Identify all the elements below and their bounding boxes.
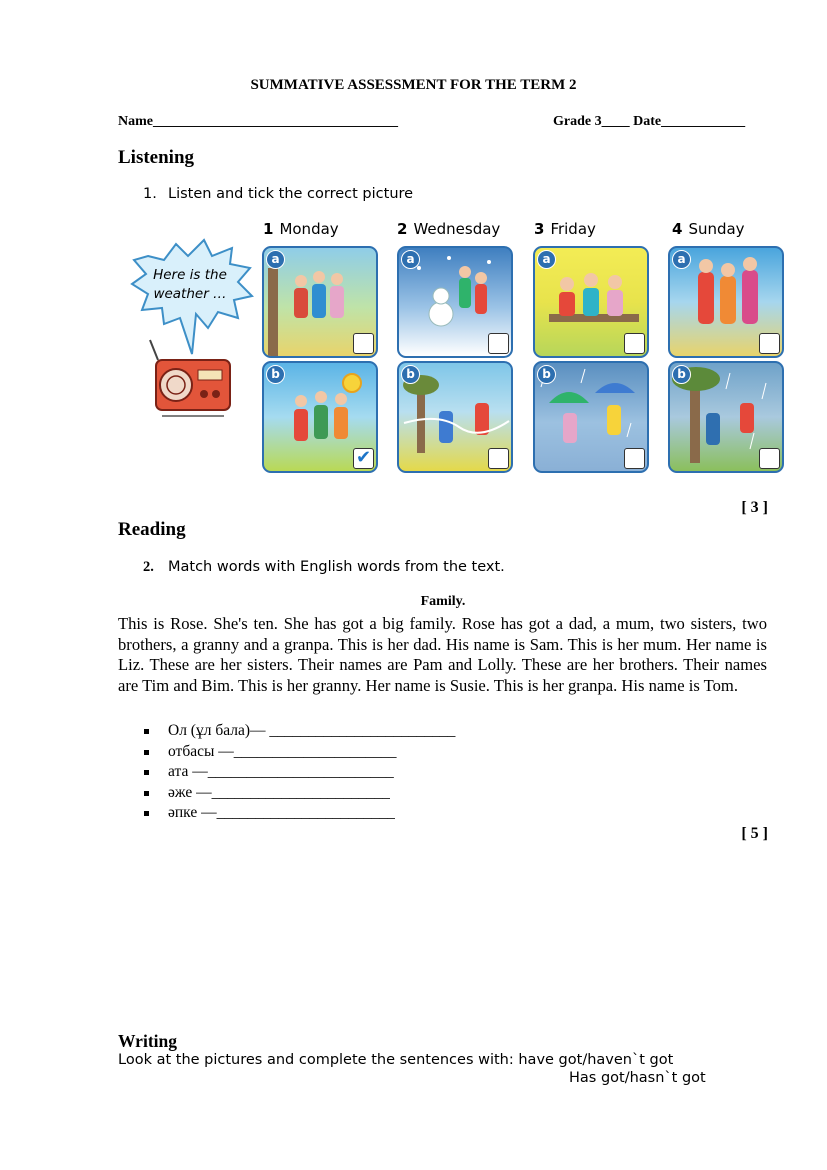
matching-item[interactable]: әже —_______________________ (143, 783, 455, 804)
speech-bubble-text: Here is the weather … (153, 267, 227, 302)
tick-box-sunday-b[interactable] (759, 448, 780, 469)
option-label-b: b (266, 365, 285, 384)
tick-box-sunday-a[interactable] (759, 333, 780, 354)
day-heading-3 (534, 220, 596, 238)
passage-title: Family. (420, 594, 466, 609)
page-title: SUMMATIVE ASSESSMENT FOR THE TERM 2 (250, 77, 577, 93)
listening-task-number: 1. (143, 186, 157, 202)
picture-sunday-a (668, 246, 784, 358)
writing-instruction-options: Has got/hasn`t got (569, 1070, 706, 1086)
matching-item[interactable]: отбасы —_____________________ (143, 742, 455, 763)
name-field[interactable]: Name___________________________________ (118, 114, 398, 129)
day-heading-4 (672, 220, 745, 238)
option-label-a: a (537, 250, 556, 269)
listening-marks: [ 3 ] (741, 499, 768, 516)
option-label-a: a (401, 250, 420, 269)
day-number-3: 3 (534, 220, 545, 238)
matching-item[interactable]: ата —________________________ (143, 762, 455, 783)
day-heading-2 (397, 220, 500, 238)
reading-passage: This is Rose. She's ten. She has got a big family. Rose has got a dad, a mum, two sisters, two brothers, a granny and a granpa. This is her dad. His name is Sam. This is her mum. Her name is Liz. These are her sisters. Their names are Pam and Lolly. These are her brothers. Their names are Tim and Bim. This is her granny. Her name is Susie. This is her granpa. His name is Tom. (118, 614, 767, 695)
picture-sunday-b (668, 361, 784, 473)
reading-instruction: Match words with English words from the text. (168, 559, 505, 575)
tick-box-wednesday-a[interactable] (488, 333, 509, 354)
picture-monday-a (262, 246, 378, 358)
day-number-2: 2 (397, 220, 408, 238)
picture-wednesday-b (397, 361, 513, 473)
option-label-b: b (672, 365, 691, 384)
reading-marks: [ 5 ] (741, 825, 768, 842)
option-label-a: a (266, 250, 285, 269)
listening-heading: Listening (118, 147, 195, 168)
day-heading-1 (263, 220, 339, 238)
option-label-a: a (672, 250, 691, 269)
tick-box-friday-a[interactable] (624, 333, 645, 354)
picture-monday-b (262, 361, 378, 473)
day-label-1: Monday (279, 220, 339, 238)
day-label-4: Sunday (688, 220, 745, 238)
reading-heading: Reading (118, 519, 186, 540)
writing-heading: Writing (118, 1031, 177, 1051)
writing-instruction: Look at the pictures and complete the sentences with: have got/haven`t got (118, 1052, 674, 1068)
day-label-3: Friday (550, 220, 596, 238)
picture-friday-b (533, 361, 649, 473)
tick-box-wednesday-b[interactable] (488, 448, 509, 469)
option-label-b: b (401, 365, 420, 384)
tick-box-monday-b[interactable]: ✔ (353, 448, 374, 469)
listening-instruction: Listen and tick the correct picture (168, 186, 414, 202)
day-number-4: 4 (672, 220, 683, 238)
matching-item[interactable]: әпке —_______________________ (143, 803, 455, 824)
tick-box-friday-b[interactable] (624, 448, 645, 469)
picture-friday-a (533, 246, 649, 358)
matching-item[interactable]: Ол (ұл бала)— ________________________ (143, 721, 455, 742)
picture-wednesday-a (397, 246, 513, 358)
grade-date-field[interactable]: Grade 3____ Date____________ (553, 114, 746, 129)
matching-list (143, 721, 455, 824)
reading-task-number: 2. (143, 559, 154, 575)
option-label-b: b (537, 365, 556, 384)
day-number-1: 1 (263, 220, 274, 238)
day-label-2: Wednesday (413, 220, 501, 238)
tick-box-monday-a[interactable] (353, 333, 374, 354)
